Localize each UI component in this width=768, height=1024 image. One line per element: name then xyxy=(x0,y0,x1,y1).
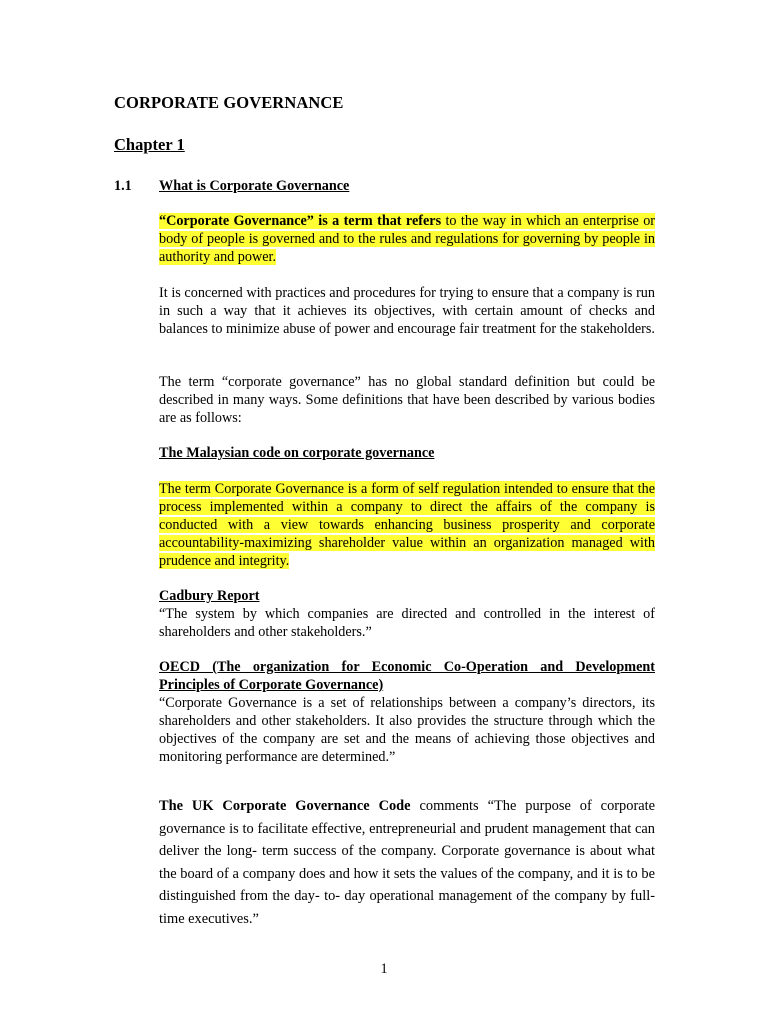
cadbury-heading: Cadbury Report xyxy=(159,588,260,604)
cadbury-paragraph: “The system by which companies are directed and controlled in the interest of shareholders and other stakeholders.” xyxy=(159,606,655,640)
malaysian-code-heading: The Malaysian code on corporate governance xyxy=(159,445,435,461)
definition-bold-lead: “Corporate Governance” is a term that refers xyxy=(159,213,442,229)
uk-code-bold-lead: The UK Corporate Governance Code xyxy=(159,798,411,814)
uk-code-body: comments “The purpose of corporate governance is to facilitate effective, entrepreneurial and prudent management that can deliver the long- term success of the company. Corporate governance is about what the board of a company does and how it sets the values of the company, and it is to be distinguished from the day- to- day operational management of the company by full- time executives.” xyxy=(159,798,656,927)
oecd-paragraph: “Corporate Governance is a set of relationships between a company’s directors, its shareholders and other stakeholders. It also provides the structure through which the objectives of the company are set and the means of achieving those objectives and monitoring performance are determined.” xyxy=(159,695,655,765)
definition-highlight xyxy=(159,213,655,265)
document-title: CORPORATE GOVERNANCE xyxy=(114,93,344,112)
definition-body: to the way in which an enterprise or body of people is governed and to the rules and regulations for governing by people in authority and power. xyxy=(159,213,656,265)
malaysian-code-paragraph xyxy=(159,480,655,570)
uk-code-paragraph xyxy=(159,795,655,930)
term-paragraph: The term “corporate governance” has no global standard definition but could be described in many ways. Some definitions that have been described by various bodies are as follows: xyxy=(159,374,655,426)
definition-paragraph xyxy=(159,212,655,266)
section-number: 1.1 xyxy=(114,178,132,194)
oecd-heading: OECD (The organization for Economic Co-Operation and Development Principles of Corporate Governance) xyxy=(159,659,655,693)
section-title: What is Corporate Governance xyxy=(159,178,350,194)
concerned-paragraph: It is concerned with practices and procedures for trying to ensure that a company is run in such a way that it achieves its objectives, with certain amount of checks and balances to minimize abuse of power and encourage fair treatment for the stakeholders. xyxy=(159,285,655,337)
chapter-heading: Chapter 1 xyxy=(114,135,185,154)
malaysian-code-highlight: The term Corporate Governance is a form of self regulation intended to ensure that the process implemented within a company to direct the affairs of the company is conducted with a view towards enhancing business prosperity and corporate accountability-maximizing shareholder value within an organization managed with prudence and integrity. xyxy=(159,481,655,569)
page-number: 1 xyxy=(380,961,388,977)
